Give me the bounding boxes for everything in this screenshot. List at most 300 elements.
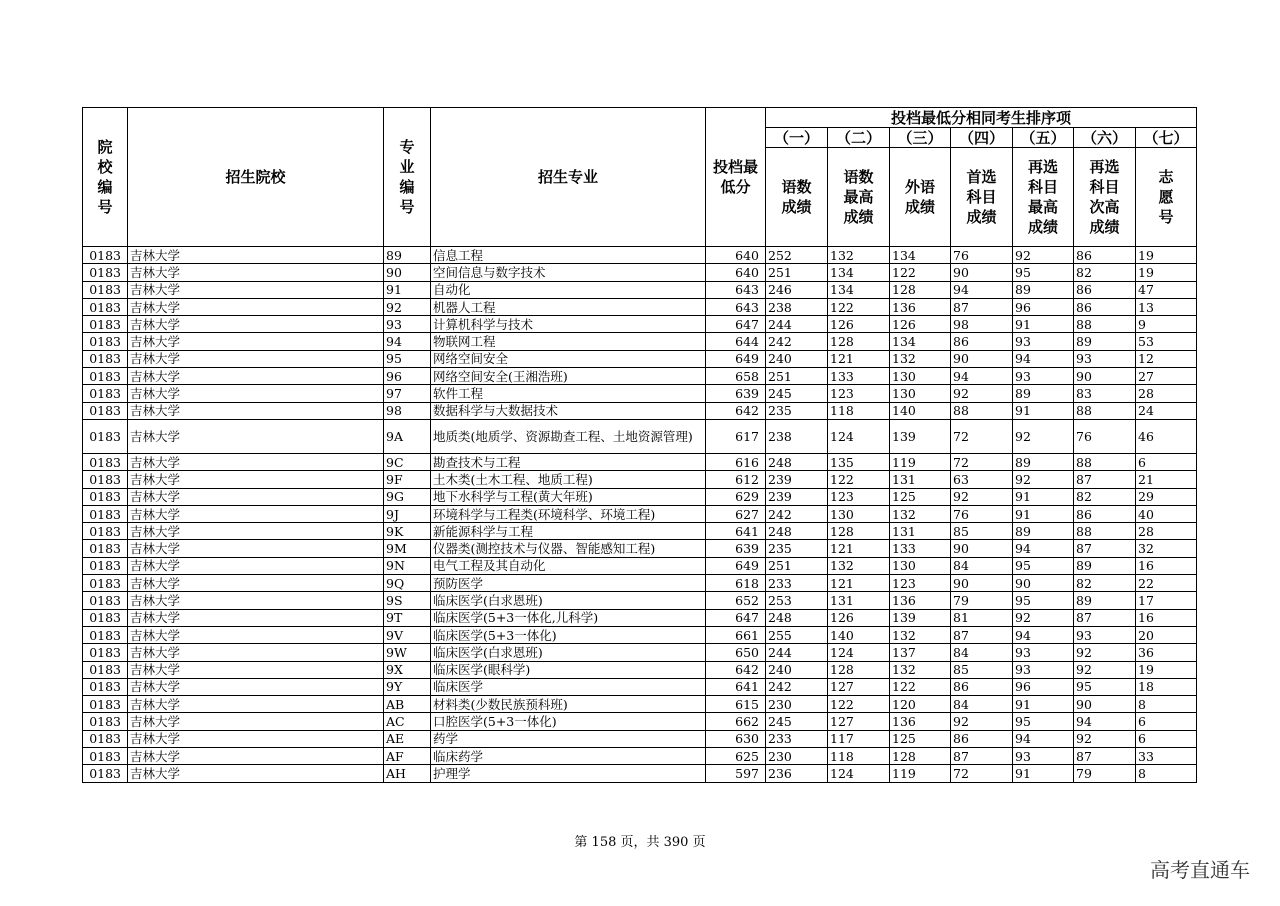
cell-sort-4: 72 xyxy=(951,453,1013,470)
cell-sort-6: 87 xyxy=(1074,748,1136,765)
cell-sort-7: 29 xyxy=(1136,488,1197,505)
cell-sort-3: 132 xyxy=(890,661,951,678)
cell-school-code: 0183 xyxy=(83,505,128,522)
cell-school: 吉林大学 xyxy=(128,609,384,626)
cell-min-score: 661 xyxy=(706,626,766,643)
cell-sort-5: 94 xyxy=(1013,540,1074,557)
cell-sort-3: 132 xyxy=(890,505,951,522)
cell-sort-1: 245 xyxy=(766,713,828,730)
cell-major: 电气工程及其自动化 xyxy=(431,557,706,574)
cell-school: 吉林大学 xyxy=(128,453,384,470)
cell-major-code: 9C xyxy=(384,453,431,470)
cell-school: 吉林大学 xyxy=(128,730,384,747)
cell-sort-4: 92 xyxy=(951,713,1013,730)
cell-sort-5: 91 xyxy=(1013,488,1074,505)
cell-major-code: 9M xyxy=(384,540,431,557)
cell-sort-6: 79 xyxy=(1074,765,1136,782)
cell-sort-1: 239 xyxy=(766,471,828,488)
cell-school: 吉林大学 xyxy=(128,540,384,557)
cell-sort-4: 90 xyxy=(951,575,1013,592)
cell-sort-4: 87 xyxy=(951,298,1013,315)
cell-major-code: 90 xyxy=(384,264,431,281)
cell-sort-2: 132 xyxy=(828,557,890,574)
table-row xyxy=(83,609,1197,626)
cell-sort-5: 95 xyxy=(1013,264,1074,281)
cell-major-code: 9Q xyxy=(384,575,431,592)
cell-sort-3: 126 xyxy=(890,316,951,333)
cell-school: 吉林大学 xyxy=(128,661,384,678)
cell-sort-2: 130 xyxy=(828,505,890,522)
cell-sort-4: 92 xyxy=(951,488,1013,505)
cell-sort-6: 87 xyxy=(1074,471,1136,488)
cell-school-code: 0183 xyxy=(83,368,128,385)
cell-sort-3: 130 xyxy=(890,557,951,574)
cell-major: 临床医学(白求恩班) xyxy=(431,592,706,609)
cell-sort-7: 13 xyxy=(1136,298,1197,315)
cell-sort-1: 253 xyxy=(766,592,828,609)
cell-sort-1: 236 xyxy=(766,765,828,782)
cell-school: 吉林大学 xyxy=(128,402,384,419)
cell-min-score: 612 xyxy=(706,471,766,488)
cell-major-code: 9A xyxy=(384,419,431,453)
header-sort-item-2: 语数最高成绩 xyxy=(828,148,890,247)
cell-sort-3: 133 xyxy=(890,540,951,557)
cell-sort-5: 95 xyxy=(1013,592,1074,609)
cell-min-score: 650 xyxy=(706,644,766,661)
cell-sort-4: 90 xyxy=(951,350,1013,367)
cell-sort-2: 123 xyxy=(828,385,890,402)
cell-sort-3: 131 xyxy=(890,523,951,540)
cell-sort-7: 40 xyxy=(1136,505,1197,522)
cell-sort-6: 90 xyxy=(1074,368,1136,385)
cell-sort-2: 140 xyxy=(828,626,890,643)
cell-sort-3: 130 xyxy=(890,368,951,385)
header-order-5: （五） xyxy=(1013,128,1074,148)
cell-sort-1: 240 xyxy=(766,661,828,678)
cell-sort-2: 135 xyxy=(828,453,890,470)
cell-school-code: 0183 xyxy=(83,748,128,765)
cell-sort-5: 94 xyxy=(1013,730,1074,747)
table-row xyxy=(83,592,1197,609)
cell-sort-5: 93 xyxy=(1013,368,1074,385)
cell-major-code: 9T xyxy=(384,609,431,626)
cell-major: 临床医学 xyxy=(431,678,706,695)
cell-school-code: 0183 xyxy=(83,609,128,626)
table-row xyxy=(83,471,1197,488)
cell-major-code: AE xyxy=(384,730,431,747)
cell-sort-2: 127 xyxy=(828,678,890,695)
cell-sort-7: 17 xyxy=(1136,592,1197,609)
cell-school-code: 0183 xyxy=(83,350,128,367)
cell-school: 吉林大学 xyxy=(128,575,384,592)
cell-school: 吉林大学 xyxy=(128,247,384,264)
cell-sort-1: 251 xyxy=(766,264,828,281)
cell-sort-1: 251 xyxy=(766,368,828,385)
cell-major-code: AC xyxy=(384,713,431,730)
table-row xyxy=(83,730,1197,747)
table-row xyxy=(83,350,1197,367)
cell-sort-5: 91 xyxy=(1013,505,1074,522)
table-row xyxy=(83,385,1197,402)
cell-sort-3: 132 xyxy=(890,626,951,643)
cell-sort-3: 131 xyxy=(890,471,951,488)
cell-school-code: 0183 xyxy=(83,247,128,264)
cell-sort-4: 86 xyxy=(951,730,1013,747)
header-school: 招生院校 xyxy=(128,108,384,247)
cell-sort-6: 88 xyxy=(1074,316,1136,333)
cell-sort-4: 87 xyxy=(951,748,1013,765)
cell-school: 吉林大学 xyxy=(128,385,384,402)
cell-sort-6: 82 xyxy=(1074,575,1136,592)
cell-school: 吉林大学 xyxy=(128,644,384,661)
cell-school: 吉林大学 xyxy=(128,557,384,574)
header-tiebreak-title: 投档最低分相同考生排序项 xyxy=(766,108,1197,128)
table-row xyxy=(83,661,1197,678)
cell-sort-1: 255 xyxy=(766,626,828,643)
cell-sort-2: 122 xyxy=(828,298,890,315)
cell-major-code: 9S xyxy=(384,592,431,609)
cell-sort-4: 87 xyxy=(951,626,1013,643)
cell-min-score: 643 xyxy=(706,281,766,298)
cell-sort-2: 126 xyxy=(828,609,890,626)
cell-school: 吉林大学 xyxy=(128,419,384,453)
cell-major-code: 89 xyxy=(384,247,431,264)
cell-min-score: 616 xyxy=(706,453,766,470)
table-row xyxy=(83,748,1197,765)
table-header xyxy=(83,108,1197,247)
cell-min-score: 615 xyxy=(706,696,766,713)
table-row xyxy=(83,765,1197,782)
cell-major-code: 9J xyxy=(384,505,431,522)
cell-sort-4: 90 xyxy=(951,264,1013,281)
cell-sort-3: 136 xyxy=(890,592,951,609)
cell-min-score: 629 xyxy=(706,488,766,505)
cell-major-code: 92 xyxy=(384,298,431,315)
cell-major: 地下水科学与工程(黄大年班) xyxy=(431,488,706,505)
cell-school-code: 0183 xyxy=(83,385,128,402)
cell-sort-2: 132 xyxy=(828,247,890,264)
cell-sort-1: 230 xyxy=(766,748,828,765)
cell-sort-6: 82 xyxy=(1074,488,1136,505)
cell-sort-1: 244 xyxy=(766,644,828,661)
table-row xyxy=(83,419,1197,453)
admission-score-table xyxy=(82,107,1197,783)
cell-major: 临床药学 xyxy=(431,748,706,765)
cell-sort-1: 233 xyxy=(766,730,828,747)
cell-major: 空间信息与数字技术 xyxy=(431,264,706,281)
table-row xyxy=(83,540,1197,557)
cell-sort-6: 89 xyxy=(1074,333,1136,350)
cell-min-score: 618 xyxy=(706,575,766,592)
cell-sort-7: 24 xyxy=(1136,402,1197,419)
cell-sort-2: 134 xyxy=(828,264,890,281)
table-row xyxy=(83,333,1197,350)
cell-major: 药学 xyxy=(431,730,706,747)
cell-sort-2: 124 xyxy=(828,419,890,453)
cell-sort-7: 6 xyxy=(1136,713,1197,730)
header-sort-item-1: 语数成绩 xyxy=(766,148,828,247)
cell-major-code: 9X xyxy=(384,661,431,678)
cell-min-score: 640 xyxy=(706,264,766,281)
cell-sort-5: 93 xyxy=(1013,748,1074,765)
header-sort-item-4: 首选科目成绩 xyxy=(951,148,1013,247)
table-row xyxy=(83,488,1197,505)
cell-sort-4: 85 xyxy=(951,661,1013,678)
cell-sort-5: 95 xyxy=(1013,557,1074,574)
cell-major: 机器人工程 xyxy=(431,298,706,315)
cell-min-score: 643 xyxy=(706,298,766,315)
cell-sort-1: 248 xyxy=(766,523,828,540)
cell-school-code: 0183 xyxy=(83,333,128,350)
cell-school: 吉林大学 xyxy=(128,316,384,333)
cell-school-code: 0183 xyxy=(83,471,128,488)
table-row xyxy=(83,247,1197,264)
cell-sort-3: 119 xyxy=(890,453,951,470)
cell-major: 预防医学 xyxy=(431,575,706,592)
cell-sort-6: 87 xyxy=(1074,540,1136,557)
cell-sort-4: 72 xyxy=(951,419,1013,453)
cell-sort-1: 248 xyxy=(766,609,828,626)
cell-school: 吉林大学 xyxy=(128,765,384,782)
cell-sort-6: 92 xyxy=(1074,661,1136,678)
cell-major-code: 9K xyxy=(384,523,431,540)
cell-sort-2: 122 xyxy=(828,696,890,713)
cell-major: 数据科学与大数据技术 xyxy=(431,402,706,419)
cell-sort-3: 132 xyxy=(890,350,951,367)
cell-sort-6: 88 xyxy=(1074,523,1136,540)
cell-sort-1: 242 xyxy=(766,505,828,522)
cell-min-score: 649 xyxy=(706,557,766,574)
header-min-score: 投档最低分 xyxy=(706,108,766,247)
cell-school: 吉林大学 xyxy=(128,592,384,609)
cell-sort-7: 16 xyxy=(1136,609,1197,626)
cell-school: 吉林大学 xyxy=(128,713,384,730)
cell-sort-2: 121 xyxy=(828,540,890,557)
cell-sort-6: 89 xyxy=(1074,592,1136,609)
cell-min-score: 642 xyxy=(706,402,766,419)
cell-sort-2: 124 xyxy=(828,644,890,661)
cell-school-code: 0183 xyxy=(83,453,128,470)
cell-min-score: 639 xyxy=(706,540,766,557)
cell-school-code: 0183 xyxy=(83,765,128,782)
cell-sort-6: 87 xyxy=(1074,609,1136,626)
cell-sort-7: 8 xyxy=(1136,696,1197,713)
cell-sort-1: 240 xyxy=(766,350,828,367)
header-sort-item-6: 再选科目次高成绩 xyxy=(1074,148,1136,247)
cell-sort-1: 251 xyxy=(766,557,828,574)
cell-sort-7: 21 xyxy=(1136,471,1197,488)
cell-min-score: 642 xyxy=(706,661,766,678)
cell-sort-3: 130 xyxy=(890,385,951,402)
cell-sort-5: 93 xyxy=(1013,333,1074,350)
cell-sort-7: 28 xyxy=(1136,523,1197,540)
cell-school-code: 0183 xyxy=(83,696,128,713)
cell-sort-1: 242 xyxy=(766,333,828,350)
cell-sort-5: 92 xyxy=(1013,471,1074,488)
cell-sort-5: 91 xyxy=(1013,765,1074,782)
cell-school-code: 0183 xyxy=(83,281,128,298)
table-row xyxy=(83,264,1197,281)
cell-sort-4: 90 xyxy=(951,540,1013,557)
cell-min-score: 649 xyxy=(706,350,766,367)
cell-major: 自动化 xyxy=(431,281,706,298)
cell-school-code: 0183 xyxy=(83,678,128,695)
cell-min-score: 627 xyxy=(706,505,766,522)
cell-sort-4: 84 xyxy=(951,557,1013,574)
cell-major: 勘查技术与工程 xyxy=(431,453,706,470)
cell-sort-6: 86 xyxy=(1074,298,1136,315)
cell-min-score: 641 xyxy=(706,678,766,695)
cell-school-code: 0183 xyxy=(83,661,128,678)
cell-min-score: 639 xyxy=(706,385,766,402)
cell-school: 吉林大学 xyxy=(128,523,384,540)
table-row xyxy=(83,678,1197,695)
cell-sort-6: 86 xyxy=(1074,247,1136,264)
cell-sort-4: 63 xyxy=(951,471,1013,488)
cell-sort-5: 94 xyxy=(1013,350,1074,367)
cell-major: 护理学 xyxy=(431,765,706,782)
cell-school-code: 0183 xyxy=(83,523,128,540)
cell-sort-5: 96 xyxy=(1013,678,1074,695)
cell-sort-4: 85 xyxy=(951,523,1013,540)
watermark-text: 高考直通车 xyxy=(1150,858,1250,882)
cell-major: 软件工程 xyxy=(431,385,706,402)
cell-min-score: 640 xyxy=(706,247,766,264)
cell-sort-1: 252 xyxy=(766,247,828,264)
cell-school: 吉林大学 xyxy=(128,281,384,298)
table-row xyxy=(83,575,1197,592)
table-body xyxy=(83,247,1197,783)
cell-sort-6: 82 xyxy=(1074,264,1136,281)
cell-major-code: 9Y xyxy=(384,678,431,695)
cell-sort-5: 91 xyxy=(1013,402,1074,419)
cell-sort-7: 53 xyxy=(1136,333,1197,350)
cell-sort-4: 72 xyxy=(951,765,1013,782)
cell-sort-4: 94 xyxy=(951,281,1013,298)
cell-min-score: 647 xyxy=(706,316,766,333)
table-row xyxy=(83,453,1197,470)
cell-sort-6: 95 xyxy=(1074,678,1136,695)
cell-sort-2: 122 xyxy=(828,471,890,488)
cell-sort-6: 93 xyxy=(1074,350,1136,367)
table-row xyxy=(83,316,1197,333)
cell-sort-5: 89 xyxy=(1013,385,1074,402)
header-sort-item-3: 外语成绩 xyxy=(890,148,951,247)
cell-sort-3: 140 xyxy=(890,402,951,419)
cell-sort-4: 84 xyxy=(951,696,1013,713)
cell-major-code: 93 xyxy=(384,316,431,333)
cell-sort-2: 133 xyxy=(828,368,890,385)
cell-sort-4: 86 xyxy=(951,333,1013,350)
cell-school: 吉林大学 xyxy=(128,298,384,315)
cell-school-code: 0183 xyxy=(83,298,128,315)
cell-major: 计算机科学与技术 xyxy=(431,316,706,333)
cell-sort-6: 88 xyxy=(1074,453,1136,470)
cell-sort-1: 235 xyxy=(766,402,828,419)
cell-major: 临床医学(5+3一体化) xyxy=(431,626,706,643)
cell-major: 临床医学(眼科学) xyxy=(431,661,706,678)
cell-sort-2: 127 xyxy=(828,713,890,730)
cell-major: 口腔医学(5+3一体化) xyxy=(431,713,706,730)
cell-major: 信息工程 xyxy=(431,247,706,264)
cell-sort-2: 123 xyxy=(828,488,890,505)
cell-sort-5: 92 xyxy=(1013,247,1074,264)
cell-sort-5: 93 xyxy=(1013,644,1074,661)
cell-sort-6: 86 xyxy=(1074,505,1136,522)
cell-major: 土木类(土木工程、地质工程) xyxy=(431,471,706,488)
page-number: 第 158 页，共 390 页 xyxy=(574,835,706,850)
cell-sort-1: 230 xyxy=(766,696,828,713)
cell-major: 环境科学与工程类(环境科学、环境工程) xyxy=(431,505,706,522)
cell-sort-4: 92 xyxy=(951,385,1013,402)
cell-sort-5: 95 xyxy=(1013,713,1074,730)
header-school-code: 院校编号 xyxy=(83,108,128,247)
cell-sort-3: 122 xyxy=(890,264,951,281)
header-order-2: （二） xyxy=(828,128,890,148)
cell-sort-7: 19 xyxy=(1136,264,1197,281)
cell-sort-3: 136 xyxy=(890,298,951,315)
cell-sort-6: 88 xyxy=(1074,402,1136,419)
cell-major-code: AH xyxy=(384,765,431,782)
table-row xyxy=(83,557,1197,574)
cell-major-code: 95 xyxy=(384,350,431,367)
cell-sort-2: 126 xyxy=(828,316,890,333)
cell-sort-5: 92 xyxy=(1013,419,1074,453)
cell-school-code: 0183 xyxy=(83,264,128,281)
cell-sort-6: 92 xyxy=(1074,644,1136,661)
cell-school: 吉林大学 xyxy=(128,678,384,695)
cell-school-code: 0183 xyxy=(83,557,128,574)
cell-school: 吉林大学 xyxy=(128,696,384,713)
cell-sort-7: 6 xyxy=(1136,730,1197,747)
cell-min-score: 658 xyxy=(706,368,766,385)
table-row xyxy=(83,626,1197,643)
cell-sort-2: 128 xyxy=(828,661,890,678)
cell-sort-7: 9 xyxy=(1136,316,1197,333)
cell-major-code: AF xyxy=(384,748,431,765)
header-order-6: （六） xyxy=(1074,128,1136,148)
cell-sort-1: 233 xyxy=(766,575,828,592)
cell-sort-2: 134 xyxy=(828,281,890,298)
cell-major-code: 9W xyxy=(384,644,431,661)
cell-sort-2: 128 xyxy=(828,333,890,350)
cell-major-code: 91 xyxy=(384,281,431,298)
cell-school: 吉林大学 xyxy=(128,488,384,505)
cell-sort-5: 94 xyxy=(1013,626,1074,643)
cell-school-code: 0183 xyxy=(83,419,128,453)
cell-major: 地质类(地质学、资源勘查工程、土地资源管理) xyxy=(431,419,706,453)
cell-sort-4: 79 xyxy=(951,592,1013,609)
cell-sort-3: 136 xyxy=(890,713,951,730)
cell-school-code: 0183 xyxy=(83,626,128,643)
cell-major: 新能源科学与工程 xyxy=(431,523,706,540)
cell-sort-1: 238 xyxy=(766,419,828,453)
cell-sort-7: 22 xyxy=(1136,575,1197,592)
cell-sort-7: 6 xyxy=(1136,453,1197,470)
cell-school: 吉林大学 xyxy=(128,505,384,522)
cell-major: 仪器类(测控技术与仪器、智能感知工程) xyxy=(431,540,706,557)
cell-major-code: 94 xyxy=(384,333,431,350)
cell-sort-3: 125 xyxy=(890,730,951,747)
cell-major: 物联网工程 xyxy=(431,333,706,350)
cell-school: 吉林大学 xyxy=(128,626,384,643)
cell-sort-3: 123 xyxy=(890,575,951,592)
table-row xyxy=(83,298,1197,315)
cell-school: 吉林大学 xyxy=(128,264,384,281)
cell-sort-1: 246 xyxy=(766,281,828,298)
table-row xyxy=(83,402,1197,419)
cell-sort-2: 118 xyxy=(828,402,890,419)
